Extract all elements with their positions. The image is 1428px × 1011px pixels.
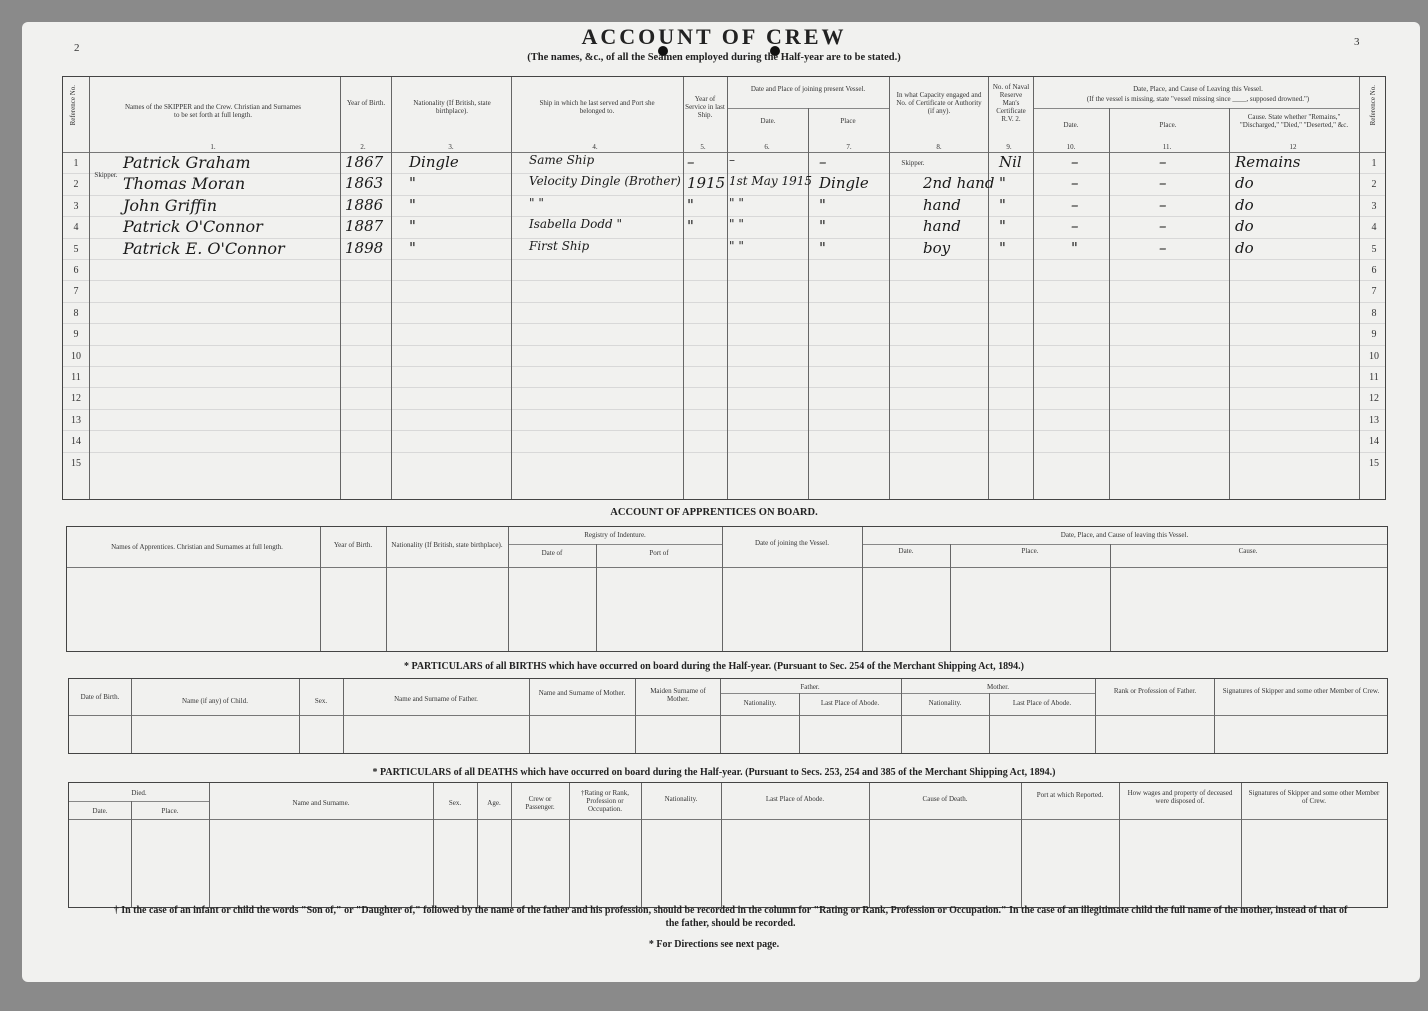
birth-header-father-group: Father. <box>800 683 820 691</box>
column-number: 12 <box>1289 143 1297 151</box>
row-number-left: 7 <box>73 286 79 298</box>
ref-label-right: Reference No. <box>1369 85 1377 126</box>
crew-service: " <box>687 195 694 214</box>
capacity-skipper: Skipper. <box>901 159 925 167</box>
appr-header-nationality: Nationality (If British, state birthplace). <box>391 541 503 549</box>
death-header-sign: Signatures of Skipper and some other Member of Crew. <box>1248 789 1380 806</box>
page-subtitle: (The names, &c., of all the Seamen employed during the Half-year are to be stated.) <box>527 52 901 63</box>
appr-header-date: Date. <box>898 547 914 555</box>
crew-leaving-place: – <box>1159 217 1167 236</box>
header-leaving-date: Date. <box>1063 121 1079 129</box>
row-number-right: 7 <box>1371 286 1377 298</box>
header-naval: No. of Naval Reserve Man's Certificate R.V. 2. <box>992 83 1030 124</box>
appr-header-cause: Cause. <box>1238 547 1258 555</box>
row-number-left: 8 <box>73 307 79 319</box>
birth-header-father-abode: Last Place of Abode. <box>820 699 880 707</box>
appr-header-birth: Year of Birth. <box>333 541 373 549</box>
crew-naval: Nil <box>999 153 1022 171</box>
birth-header-mother: Name and Surname of Mother. <box>538 689 626 697</box>
header-leaving-place: Place. <box>1159 121 1177 129</box>
death-header-nationality: Nationality. <box>664 795 698 803</box>
row-number-left: 13 <box>71 414 81 426</box>
birth-header-father: Name and Surname of Father. <box>394 695 478 703</box>
appr-header-date-of: Date of <box>541 549 563 557</box>
column-number: 2. <box>360 143 366 151</box>
row-number-left: 15 <box>71 457 81 469</box>
crew-leaving-date: – <box>1071 174 1079 193</box>
crew-joining-place: Dingle <box>819 174 869 193</box>
death-header-place: Place. <box>161 807 179 815</box>
column-number: 9. <box>1006 143 1012 151</box>
crew-birth: 1887 <box>345 217 384 236</box>
column-number: 6. <box>764 143 770 151</box>
appr-header-port-of: Port of <box>649 549 669 557</box>
ref-label-left: Reference No. <box>69 85 77 126</box>
row-number-right: 11 <box>1369 372 1379 383</box>
crew-naval: " <box>999 217 1006 236</box>
births-table <box>68 678 1388 754</box>
death-header-wages: How wages and property of deceased were disposed of. <box>1127 789 1233 806</box>
crew-leaving-date: " <box>1071 238 1078 257</box>
crew-naval: " <box>999 238 1006 257</box>
crew-table <box>62 76 1386 500</box>
crew-ship: Velocity Dingle (Brother) <box>529 174 681 189</box>
column-number: 3. <box>448 143 454 151</box>
crew-ship: First Ship <box>529 238 590 253</box>
crew-name: Patrick E. O'Connor <box>123 238 285 258</box>
row-number-left: 5 <box>73 243 79 255</box>
crew-nationality: " <box>409 238 416 257</box>
crew-joining-date: " " <box>729 238 744 253</box>
birth-header-name: Name (if any) of Child. <box>182 697 248 705</box>
row-number-left: 14 <box>71 436 81 448</box>
crew-name: Patrick Graham <box>123 153 251 172</box>
birth-header-sex: Sex. <box>314 697 328 705</box>
birth-header-maiden: Maiden Surname of Mother. <box>650 687 706 704</box>
column-number: 7. <box>846 143 852 151</box>
header-joining-date: Date. <box>760 117 776 125</box>
column-number: 11. <box>1162 143 1172 151</box>
header-ship: Ship in which he last served and Port she belonged to. <box>539 99 655 116</box>
row-number-left: 12 <box>71 393 81 405</box>
crew-joining-place: " <box>819 195 826 214</box>
header-birth: Year of Birth. <box>346 99 386 107</box>
birth-header-father-nationality: Nationality. <box>743 699 777 707</box>
crew-naval: " <box>999 174 1006 193</box>
appr-header-registry: Registry of Indenture. <box>584 531 646 539</box>
row-number-left: 9 <box>73 329 79 341</box>
row-number-right: 1 <box>1371 158 1377 169</box>
crew-ship: Isabella Dodd " <box>529 217 623 232</box>
crew-joining-date: " " <box>729 195 744 210</box>
apprentices-title: ACCOUNT OF APPRENTICES ON BOARD. <box>610 507 818 518</box>
appr-header-place: Place. <box>1021 547 1039 555</box>
header-leaving-note: (If the vessel is missing, state "vessel missing since ____, supposed drowned.") <box>1086 95 1310 103</box>
footnote: † In the case of an infant or child the words "Son of," or "Daughter of," followed by the name of the father and his profession, should be recorded in the column for "Rating or Rank, Profession or Occupation." In the case of an illegitimate child the full name of the mother, instead of that of the father, should be recorded. <box>113 905 1348 929</box>
header-name: Names of the SKIPPER and the Crew. Christian and Surnames to be set forth at full length. <box>124 103 302 120</box>
page-number-left: 2 <box>74 42 80 54</box>
death-header-sex: Sex. <box>448 799 462 807</box>
deaths-title: * PARTICULARS of all DEATHS which have occurred on board during the Half-year. (Pursuant to Secs. 253, 254 and 385 of the Merchant Shipping Act, 1894.) <box>372 767 1056 778</box>
death-header-name: Name and Surname. <box>292 799 350 807</box>
column-number: 4. <box>592 143 598 151</box>
crew-leaving-place: – <box>1159 195 1167 214</box>
crew-capacity: boy <box>923 238 951 257</box>
crew-nationality: " <box>409 174 416 193</box>
row-number-right: 15 <box>1369 457 1379 469</box>
crew-leaving-date: – <box>1071 217 1079 236</box>
death-header-rating: †Rating or Rank, Profession or Occupation. <box>580 789 630 814</box>
crew-cause: do <box>1235 238 1254 257</box>
crew-capacity: hand <box>923 217 961 236</box>
crew-service: 1915 <box>687 174 726 193</box>
apprentices-table <box>66 526 1388 652</box>
crew-name: John Griffin <box>123 195 218 215</box>
header-leaving: Date, Place, and Cause of Leaving this Vessel. <box>1133 85 1263 93</box>
crew-nationality: " <box>409 195 416 214</box>
column-number: 1. <box>210 143 216 151</box>
crew-service: – <box>687 153 695 171</box>
directions-note: * For Directions see next page. <box>648 939 780 950</box>
header-joining-place: Place <box>840 117 856 125</box>
crew-joining-place: – <box>819 153 827 171</box>
skipper-label: Skipper. <box>94 171 118 179</box>
row-number-left: 1 <box>73 158 79 169</box>
crew-leaving-place: – <box>1159 238 1167 257</box>
crew-ship: Same Ship <box>529 153 595 167</box>
crew-leaving-place: – <box>1159 153 1167 171</box>
death-header-crew: Crew or Passenger. <box>525 795 555 812</box>
crew-leaving-date: – <box>1071 153 1079 171</box>
birth-header-mother-group: Mother. <box>987 683 1009 691</box>
death-header-port: Port at which Reported. <box>1036 791 1104 799</box>
row-number-right: 3 <box>1371 200 1377 212</box>
row-number-right: 10 <box>1369 350 1379 362</box>
row-number-right: 9 <box>1371 329 1377 341</box>
header-service: Year of Service in last Ship. <box>685 95 725 120</box>
death-header-date: Date. <box>92 807 108 815</box>
column-number: 5. <box>700 143 706 151</box>
row-number-left: 4 <box>73 222 79 234</box>
crew-capacity: 2nd hand <box>923 174 995 193</box>
row-number-left: 2 <box>73 179 79 191</box>
crew-joining-place: " <box>819 217 826 236</box>
crew-birth: 1886 <box>345 195 384 214</box>
appr-header-name: Names of Apprentices. Christian and Surnames at full length. <box>111 543 283 551</box>
birth-header-mother-abode: Last Place of Abode. <box>1012 699 1072 707</box>
crew-cause: do <box>1235 174 1254 193</box>
birth-header-sign: Signatures of Skipper and some other Member of Crew. <box>1222 687 1380 695</box>
row-number-right: 13 <box>1369 414 1379 426</box>
row-number-right: 8 <box>1371 307 1377 319</box>
crew-ship: " " <box>529 195 544 210</box>
crew-joining-date: 1st May 1915 <box>729 174 813 189</box>
row-number-right: 4 <box>1371 222 1377 234</box>
crew-name: Patrick O'Connor <box>123 217 263 237</box>
death-header-cause: Cause of Death. <box>922 795 968 803</box>
row-number-right: 6 <box>1371 265 1377 276</box>
crew-joining-place: " <box>819 238 826 257</box>
birth-header-rank: Rank or Profession of Father. <box>1113 687 1197 695</box>
births-title: * PARTICULARS of all BIRTHS which have occurred on board during the Half-year. (Pursuant to Sec. 254 of the Merchant Shipping Act, 1894.) <box>403 661 1025 672</box>
deaths-table <box>68 782 1388 908</box>
appr-header-leaving: Date, Place, and Cause of leaving this Vessel. <box>1060 531 1189 539</box>
crew-leaving-date: – <box>1071 195 1079 214</box>
crew-cause: do <box>1235 217 1254 236</box>
row-number-right: 5 <box>1371 243 1377 255</box>
header-nationality: Nationality (If British, state birthplace). <box>413 99 491 116</box>
row-number-left: 10 <box>71 350 81 362</box>
crew-nationality: " <box>409 217 416 236</box>
crew-joining-date: " " <box>729 217 744 232</box>
crew-joining-date: – <box>729 153 735 167</box>
crew-leaving-place: – <box>1159 174 1167 193</box>
row-number-right: 2 <box>1371 179 1377 191</box>
header-capacity: In what Capacity engaged and No. of Certificate or Authority (if any). <box>896 91 982 116</box>
crew-service: " <box>687 217 694 236</box>
appr-header-joining: Date of joining the Vessel. <box>755 539 829 547</box>
death-header-died: Died. <box>131 789 147 797</box>
death-header-age: Age. <box>487 799 501 807</box>
crew-nationality: Dingle <box>409 153 459 171</box>
row-number-left: 6 <box>73 265 79 276</box>
birth-header-mother-nationality: Nationality. <box>928 699 962 707</box>
crew-capacity: hand <box>923 195 961 214</box>
death-header-abode: Last Place of Abode. <box>765 795 825 803</box>
crew-name: Thomas Moran <box>123 174 246 194</box>
header-cause: Cause. State whether "Remains," "Discharged," "Died," "Deserted," &c. <box>1239 113 1349 130</box>
page-title: ACCOUNT OF CREW <box>581 24 847 49</box>
crew-birth: 1863 <box>345 174 384 193</box>
row-number-left: 11 <box>71 372 81 383</box>
column-number: 8. <box>936 143 942 151</box>
row-number-right: 14 <box>1369 436 1379 448</box>
page-number-right: 3 <box>1354 36 1360 48</box>
crew-birth: 1898 <box>345 238 384 257</box>
birth-header-date: Date of Birth. <box>80 693 120 701</box>
crew-naval: " <box>999 195 1006 214</box>
crew-cause: Remains <box>1235 153 1301 171</box>
row-number-right: 12 <box>1369 393 1379 405</box>
crew-cause: do <box>1235 195 1254 214</box>
row-number-left: 3 <box>73 200 79 212</box>
crew-birth: 1867 <box>345 153 384 171</box>
header-joining: Date and Place of joining present Vessel. <box>750 85 866 93</box>
column-number: 10. <box>1066 143 1076 151</box>
